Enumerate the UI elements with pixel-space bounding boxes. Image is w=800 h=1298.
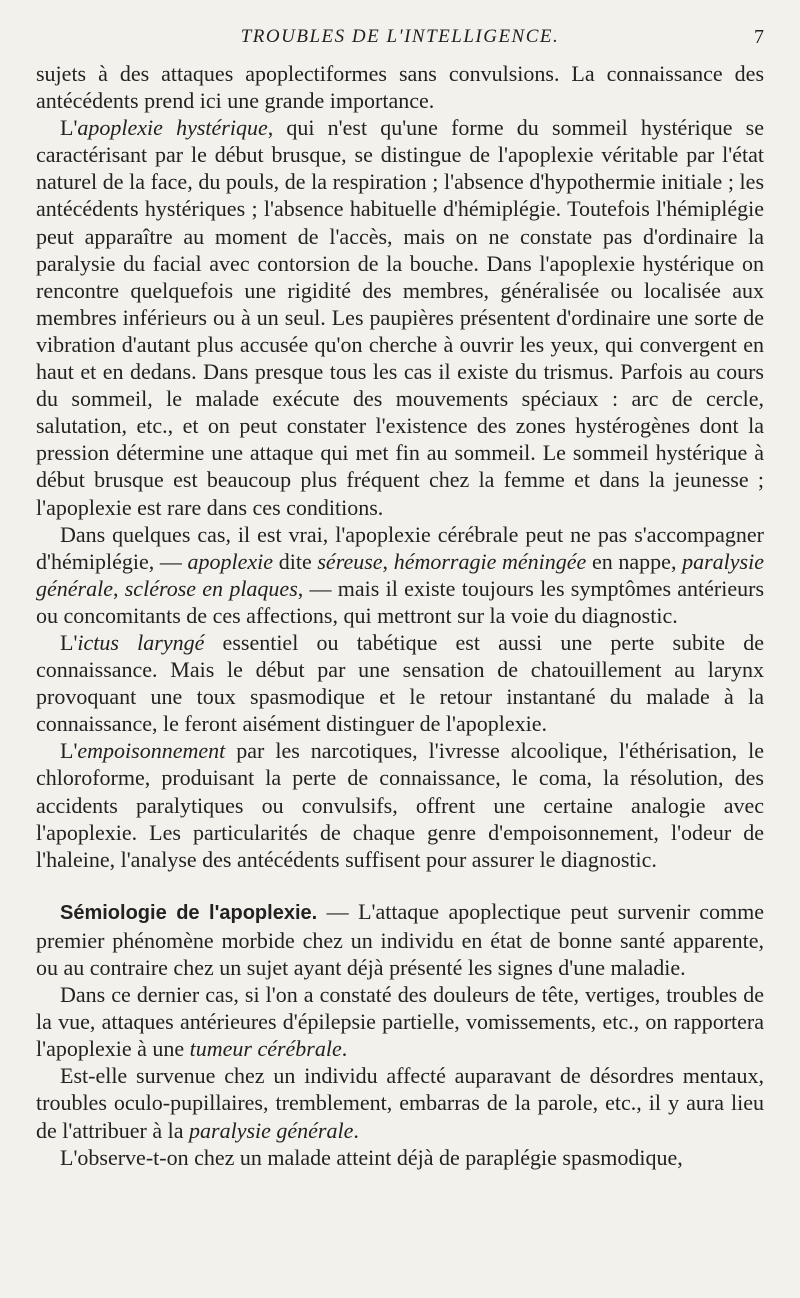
- text-run: L': [60, 115, 78, 141]
- text-run: Est-elle survenue chez un individu affecté auparavant de désordres mentaux, troubles oculo-pupillaires, tremblement, embarras de la parole, etc., il y aura lieu de l'attribuer à la: [36, 1063, 764, 1143]
- italic-term: hémorragie méningée: [393, 548, 587, 574]
- section-heading: Sémiologie de l'apoplexie.: [60, 901, 318, 924]
- text-run: , qui n'est qu'une forme du sommeil hystérique se caractérisant par le début brusque, se distingue de l'apoplexie véritable par l'état naturel de la face, du pouls, de la respiration ; l'absence d'hypothermie initiale ; les antécédents hystériques ; l'absence habituelle d'hémiplégie. Toutefois l'hémiplégie peut apparaître au moment de l'accès, mais on ne constate pas d'ordinaire la paralysie du facial avec contorsion de la bouche. Dans l'apoplexie hystérique on rencontre quelquefois une rigidité des membres, généralisée ou localisée aux membres inférieurs ou à un seul. Les paupières présentent d'ordinaire une sorte de vibration d'autant plus accusée qu'on cherche à ouvrir les yeux, qui convergent en haut et en dedans. Dans presque tous les cas il existe du trismus. Parfois au cours du sommeil, le malade exécute des mouvements spéciaux : arc de cercle, salutation, etc., et on peut constater l'existence des zones hystérogènes dont la pression détermine une attaque qui met fin au sommeil. Le sommeil hystérique à début brusque est beaucoup plus fréquent chez la femme et dans la jeunesse ; l'apoplexie est rare dans ces conditions.: [36, 115, 764, 520]
- italic-term: apoplexie: [187, 548, 274, 574]
- text-run: — L'attaque apoplectique peut survenir comme premier phénomène morbide chez un individu en état de bonne santé apparente, ou au contraire chez un sujet ayant déjà présenté les signes d'une maladie.: [36, 898, 764, 980]
- paragraph: [36, 981, 764, 1062]
- text-run: Dans quelques cas, il est vrai, l'apoplexie cérébrale peut ne pas s'accompagner d'hémiplégie, —: [36, 521, 764, 574]
- page-number: 7: [754, 26, 764, 48]
- paragraph: [36, 737, 764, 872]
- paragraph: [36, 898, 764, 981]
- text-run: L': [60, 738, 78, 764]
- text-run: , — mais il existe toujours les symptômes antérieurs ou concomitants de ces affections, qui mettront sur la voie du diagnostic.: [36, 575, 765, 628]
- text-run: .: [341, 1036, 348, 1062]
- text-run: ,: [382, 548, 394, 574]
- italic-term: ictus laryngé: [77, 629, 205, 655]
- text-run: en nappe,: [586, 548, 683, 574]
- italic-term: apoplexie hystérique: [77, 115, 268, 141]
- text-run: essentiel ou tabétique est aussi une perte subite de connaissance. Mais le début par une sensation de chatouillement au larynx provoquant une toux spasmodique et le retour instantané du malade à la connaissance, le feront aisément distinguer de l'apoplexie.: [36, 629, 764, 737]
- body-text: [36, 60, 764, 1171]
- italic-term: tumeur cérébrale: [189, 1036, 342, 1062]
- paragraph: [36, 114, 764, 520]
- text-run: par les narcotiques, l'ivresse alcoolique, l'éthérisation, le chloroforme, produisant la perte de connaissance, le coma, la résolution, des accidents paralytiques ou convulsifs, offrent une certaine analogie avec l'apoplexie. Les particularités de chaque genre d'empoisonnement, l'odeur de l'haleine, l'analyse des antécédents suffisent pour assurer le diagnostic.: [36, 738, 764, 872]
- italic-term: paralysie générale: [189, 1117, 354, 1143]
- paragraph: [36, 1062, 764, 1143]
- text-run: .: [353, 1117, 359, 1143]
- text-run: ,: [112, 575, 125, 601]
- italic-term: empoisonnement: [77, 738, 226, 764]
- running-title: TROUBLES DE L'INTELLIGENCE.: [240, 26, 560, 47]
- text-run: L': [60, 629, 78, 655]
- paragraph: L'observe-t-on chez un malade atteint déjà de paraplégie spasmodique,: [60, 1144, 683, 1170]
- paragraph: sujets à des attaques apoplectiformes sans convulsions. La connaissance des antécédents prend ici une grande importance.: [36, 61, 764, 114]
- paragraph: [36, 629, 764, 737]
- text-run: dite: [273, 548, 318, 574]
- page-header: [0, 26, 800, 50]
- italic-term: séreuse: [317, 548, 383, 574]
- italic-term: sclérose en plaques: [124, 575, 298, 601]
- paragraph: [36, 521, 764, 629]
- italic-term: paralysie générale: [36, 548, 764, 601]
- text-run: Dans ce dernier cas, si l'on a constaté des douleurs de tête, vertiges, troubles de la vue, attaques antérieures d'épilepsie partielle, vomissements, etc., on rapportera l'apoplexie à une: [36, 982, 764, 1062]
